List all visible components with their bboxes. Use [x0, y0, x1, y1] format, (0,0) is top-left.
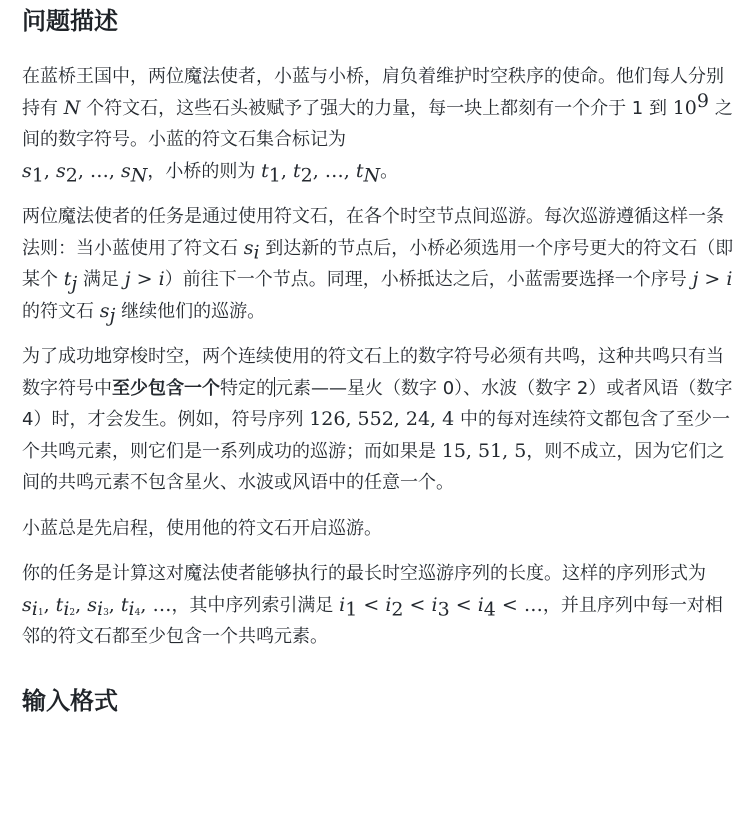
- math-j: j: [124, 268, 131, 290]
- paragraph-task: [22, 558, 734, 653]
- text: ，其中序列索引满足: [171, 594, 340, 616]
- math-comma: ,: [77, 159, 90, 182]
- math-gt: >: [130, 268, 159, 290]
- math-sub: [96, 598, 109, 621]
- math-sequence-counterexample: 15, 51, 5: [441, 439, 527, 462]
- math-i: i: [31, 598, 38, 621]
- math-comma: ,: [108, 593, 121, 616]
- math-sub: 2: [391, 598, 404, 621]
- math-comma: ,: [280, 159, 293, 182]
- paragraph-start: 小蓝总是先启程，使用他的符文石开启巡游。: [22, 517, 382, 539]
- math-comma: ,: [108, 159, 121, 182]
- math-s: s: [22, 159, 32, 182]
- math-sub: 3: [437, 598, 450, 621]
- math-lt: <: [495, 593, 524, 616]
- math-t: t: [355, 159, 364, 182]
- math-comma: ,: [43, 593, 56, 616]
- math-t: t: [292, 159, 301, 182]
- math-sub: j: [71, 272, 78, 295]
- math-t: t: [120, 593, 129, 616]
- text: 在蓝桥王国中，两位魔法使者，小蓝与小桥，肩负着维护时空秩序的使命。他们每人分别持有: [22, 66, 724, 119]
- math-comma: ,: [343, 159, 356, 182]
- math-t: t: [261, 159, 269, 182]
- math-i: i: [477, 593, 484, 616]
- text: ，则不成立，因为它们之间的共鸣元素不包含星火、水波或风语中的任意一个。: [22, 440, 725, 493]
- math-i: i: [385, 593, 392, 616]
- math-subsub: 1: [37, 608, 44, 619]
- text: 满足: [77, 269, 125, 290]
- text: 个符文石，这些石头被赋予了强大的力量，每一块上都刻有一个介于 1 到: [80, 97, 673, 119]
- text: 之间的数字符号。小蓝的符文石集合标记为: [22, 97, 733, 150]
- math-dots: …: [324, 159, 344, 182]
- text: 中的每对连续符文都包含了至少一个共鸣元素，则它们是一系列成功的巡游；而如果是: [22, 409, 730, 462]
- math-dots: …: [523, 593, 543, 616]
- text: 为了成功地穿梭时空，两个连续使用的符文石上的数字符号必须有共鸣，这种共鸣只有当数字符号中: [22, 346, 724, 399]
- math-sub: [128, 598, 141, 621]
- heading-problem-description: 问题描述: [22, 7, 118, 35]
- math-comma: ,: [312, 159, 325, 182]
- math-s: s: [243, 236, 254, 259]
- math-subsub: 3: [103, 608, 109, 619]
- math-i: i: [96, 598, 104, 621]
- math-s: s: [87, 593, 97, 616]
- math-sub: 1: [268, 164, 281, 187]
- text: 。: [380, 160, 399, 182]
- math-i: i: [726, 268, 733, 290]
- math-s: s: [99, 299, 110, 322]
- math-sub: 1: [345, 598, 358, 621]
- paragraph-intro: [22, 61, 734, 187]
- math-lt: <: [357, 593, 386, 616]
- text: 继续他们的巡游。: [115, 300, 266, 322]
- math-i: i: [158, 268, 165, 290]
- text: 到达新的节点后，小桥必须选用一个序号更大的符文石（即某个: [22, 237, 734, 290]
- math-sub: N: [130, 164, 148, 187]
- math-sub: 1: [31, 164, 44, 187]
- math-sub: 2: [65, 164, 78, 187]
- math-N: N: [63, 96, 81, 119]
- math-gt: >: [698, 268, 727, 290]
- math-dots: …: [89, 159, 109, 182]
- math-t: t: [55, 593, 64, 616]
- paragraph-rules: [22, 201, 734, 327]
- math-sub: N: [363, 164, 381, 187]
- math-s: s: [55, 159, 66, 182]
- math-sub: [63, 598, 76, 621]
- math-dots: …: [152, 593, 172, 616]
- heading-input-format: 输入格式: [22, 686, 118, 715]
- text: ，并且序列中每一对相邻的符文石都至少包含一个共鸣元素。: [22, 594, 723, 647]
- math-sequence-example: 126, 552, 24, 4: [309, 408, 455, 430]
- math-j: j: [692, 268, 699, 290]
- math-comma: ,: [43, 159, 56, 182]
- math-sub: j: [109, 304, 116, 327]
- text: 特定的: [220, 377, 274, 399]
- math-i: i: [339, 593, 346, 616]
- math-i: i: [431, 593, 438, 616]
- math-sub: [31, 598, 44, 621]
- math-ten: 10: [672, 96, 697, 119]
- math-subsub: 4: [134, 608, 141, 619]
- math-subsub: 2: [69, 608, 76, 619]
- math-sub: 4: [483, 598, 496, 621]
- text: 元素——星火（数字 0）、水波（数字 2）或者风语（数字 4）时，才会发生。例如，符号序列: [22, 377, 733, 430]
- math-sub: i: [253, 241, 260, 264]
- text: ）前往下一个节点。同理，小桥抵达之后，小蓝需要选择一个序号: [164, 269, 693, 290]
- text: ，小桥的则为: [147, 160, 262, 182]
- math-s: s: [121, 159, 131, 182]
- math-i: i: [128, 598, 135, 621]
- text: 的符文石: [22, 300, 100, 322]
- math-lt: <: [449, 593, 478, 616]
- math-comma: ,: [75, 593, 88, 616]
- text: 你的任务是计算这对魔法使者能够执行的最长时空巡游序列的长度。这样的序列形式为: [22, 563, 706, 584]
- emphasis-at-least-one: 至少包含一个: [112, 377, 220, 399]
- math-lt: <: [403, 593, 432, 616]
- math-comma: ,: [140, 593, 153, 616]
- math-t: t: [63, 268, 72, 290]
- text: 两位魔法使者的任务是通过使用符文石，在各个时空节点间巡游。每次巡游遵循这样一条法则：当小蓝使用了符文石: [22, 206, 724, 259]
- problem-document: [22, 0, 734, 719]
- math-s: s: [22, 593, 32, 616]
- math-i: i: [63, 598, 70, 621]
- paragraph-resonance: [22, 341, 734, 499]
- math-sub: 2: [300, 164, 313, 187]
- math-exponent: 9: [696, 89, 709, 112]
